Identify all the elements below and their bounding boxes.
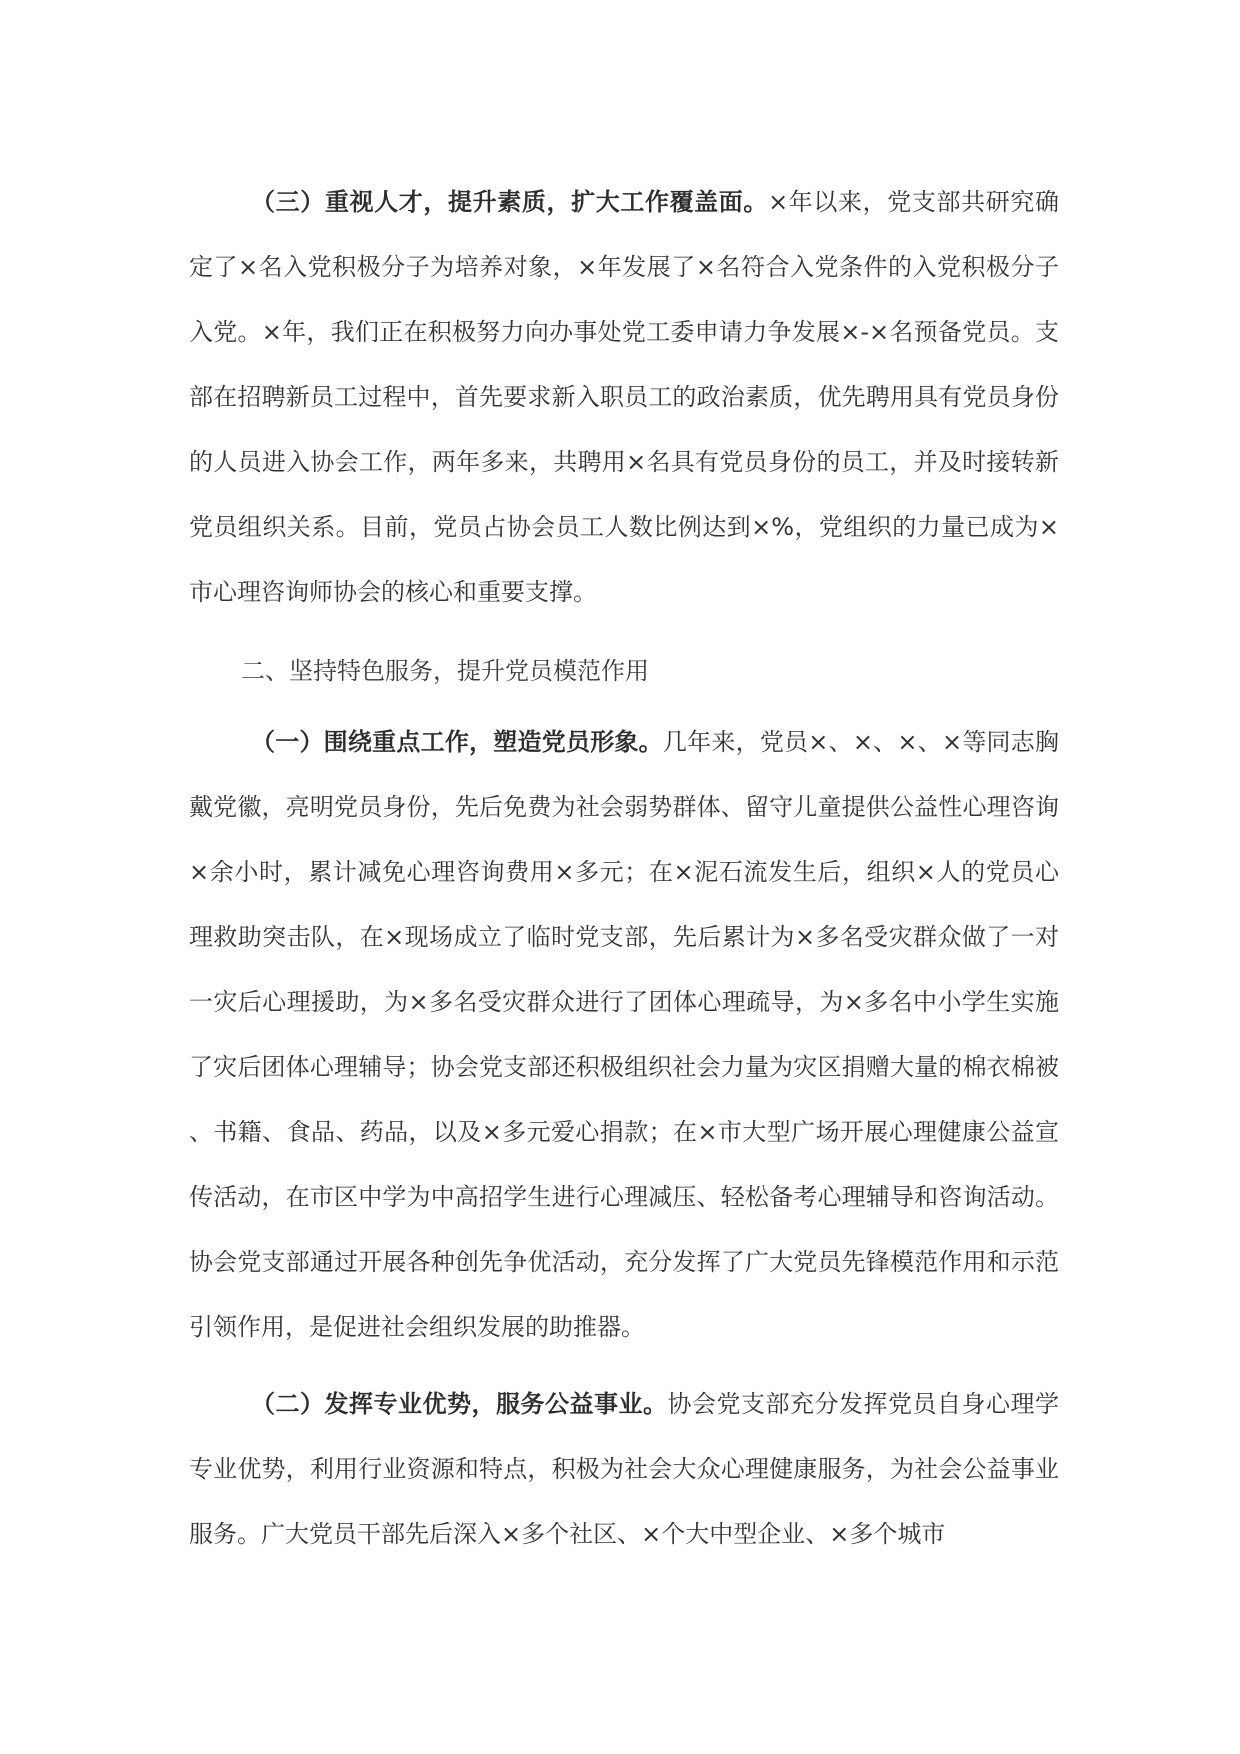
- paragraph-heading: （二）发挥专业优势，服务公益事业。: [251, 1390, 668, 1418]
- paragraph-heading: （一）围绕重点工作，塑造党员形象。: [251, 728, 663, 756]
- paragraph-key-work: [189, 710, 1059, 1360]
- paragraph-text: 几年来，党员×、×、×、×等同志胸戴党徽，亮明党员身份，先后免费为社会弱势群体、留守儿童提供公益性心理咨询×余小时，累计减免心理咨询费用×多元；在×泥石流发生后，组织×人的党员心理救助突击队，在×现场成立了临时党支部，先后累计为×多名受灾群众做了一对一灾后心理援助，为×多名受灾群众进行了团体心理疏导，为×多名中小学生实施了灾后团体心理辅导；协会党支部还积极组织社会力量为灾区捐赠大量的棉衣棉被、书籍、食品、药品，以及×多元爱心捐款；在×市大型广场开展心理健康公益宣传活动，在市区中学为中高招学生进行心理减压、轻松备考心理辅导和咨询活动。协会党支部通过开展各种创先争优活动，充分发挥了广大党员先锋模范作用和示范引领作用，是促进社会组织发展的助推器。: [189, 728, 1060, 1341]
- paragraph-talent: [189, 170, 1059, 625]
- document-body: [189, 170, 1059, 1567]
- paragraph-text: ×年以来，党支部共研究确定了×名入党积极分子为培养对象，×年发展了×名符合入党条件的入党积极分子入党。×年，我们正在积极努力向办事处党工委申请力争发展×-×名预备党员。支部在招聘新员工过程中，首先要求新入职员工的政治素质，优先聘用具有党员身份的人员进入协会工作，两年多来，共聘用×名具有党员身份的员工，并及时接转新党员组织关系。目前，党员占协会员工人数比例达到×%，党组织的力量已成为×市心理咨询师协会的核心和重要支撑。: [189, 188, 1060, 606]
- section-title: 二、坚持特色服务，提升党员模范作用: [241, 657, 649, 685]
- paragraph-professional: [189, 1372, 1059, 1567]
- paragraph-text: 协会党支部充分发挥党员自身心理学专业优势，利用行业资源和特点，积极为社会大众心理健康服务，为社会公益事业服务。广大党员干部先后深入×多个社区、×个大中型企业、×多个城市: [189, 1390, 1059, 1548]
- paragraph-spacer: [189, 1360, 1059, 1372]
- paragraph-heading: （三）重视人才，提升素质，扩大工作覆盖面。: [251, 188, 769, 216]
